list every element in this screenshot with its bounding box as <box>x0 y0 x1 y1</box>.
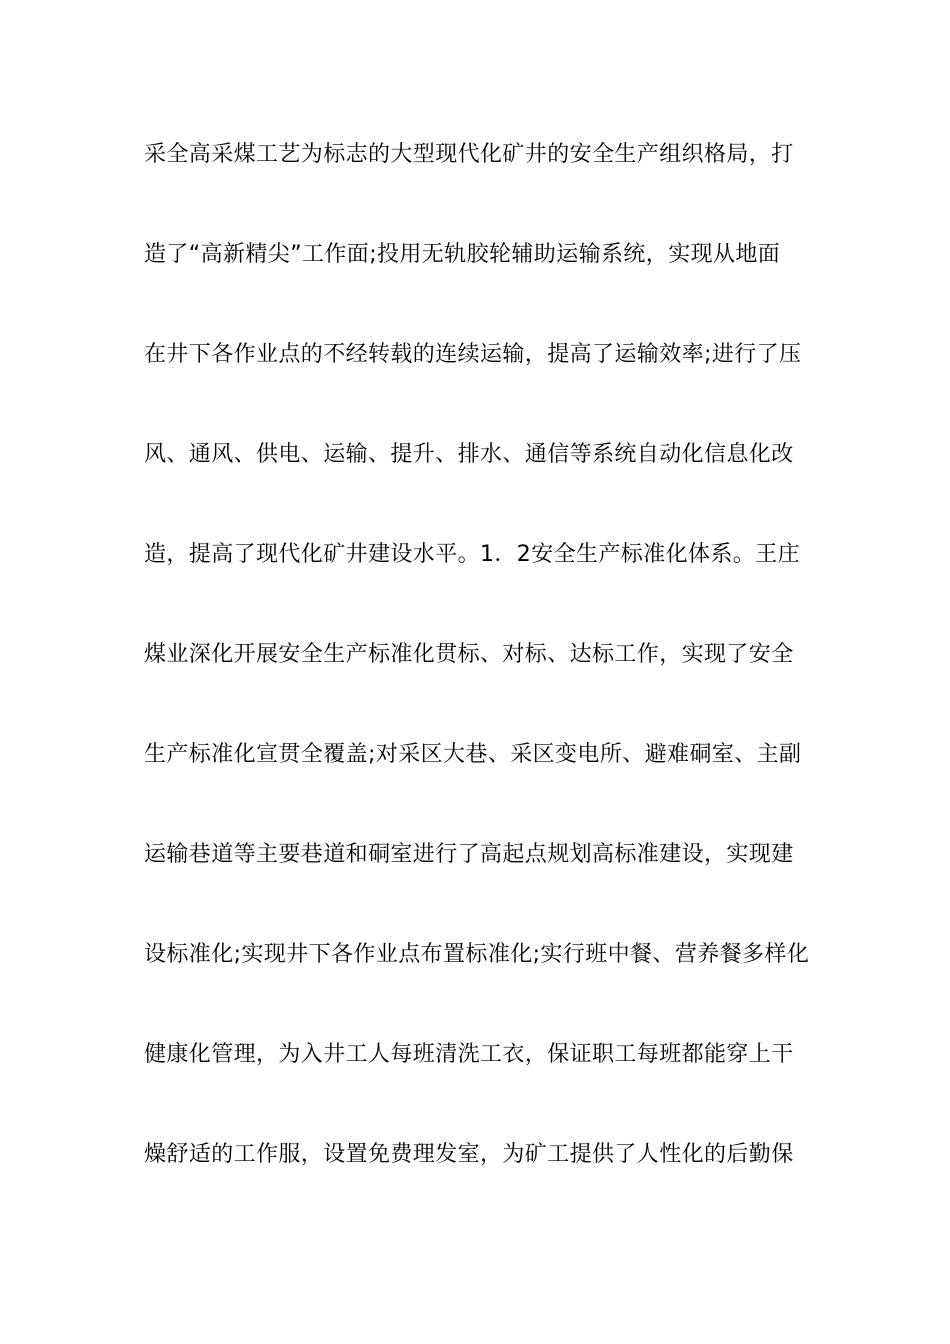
text-line: 风、通风、供电、运输、提升、排水、通信等系统自动化信息化改 <box>144 442 794 467</box>
text-line: 设标准化;实现井下各作业点布置标准化;实行班中餐、营养餐多样化 <box>144 942 810 967</box>
text-line: 生产标准化宣贯全覆盖;对采区大巷、采区变电所、避难硐室、主副 <box>144 742 802 767</box>
text-line: 采全高采煤工艺为标志的大型现代化矿井的安全生产组织格局，打 <box>144 142 794 167</box>
text-line: 运输巷道等主要巷道和硐室进行了高起点规划高标准建设，实现建 <box>144 842 794 867</box>
body-text <box>144 135 814 1235</box>
text-line: 健康化管理，为入井工人每班清洗工衣，保证职工每班都能穿上干 <box>144 1042 794 1067</box>
text-line: 造，提高了现代化矿井建设水平。1．2安全生产标准化体系。王庄 <box>144 542 800 567</box>
text-line: 造了“高新精尖”工作面;投用无轨胶轮辅助运输系统，实现从地面 <box>144 242 781 267</box>
text-line: 在井下各作业点的不经转载的连续运输，提高了运输效率;进行了压 <box>144 342 802 367</box>
text-line: 燥舒适的工作服，设置免费理发室，为矿工提供了人性化的后勤保 <box>144 1142 794 1167</box>
text-line: 煤业深化开展安全生产标准化贯标、对标、达标工作，实现了安全 <box>144 642 794 667</box>
